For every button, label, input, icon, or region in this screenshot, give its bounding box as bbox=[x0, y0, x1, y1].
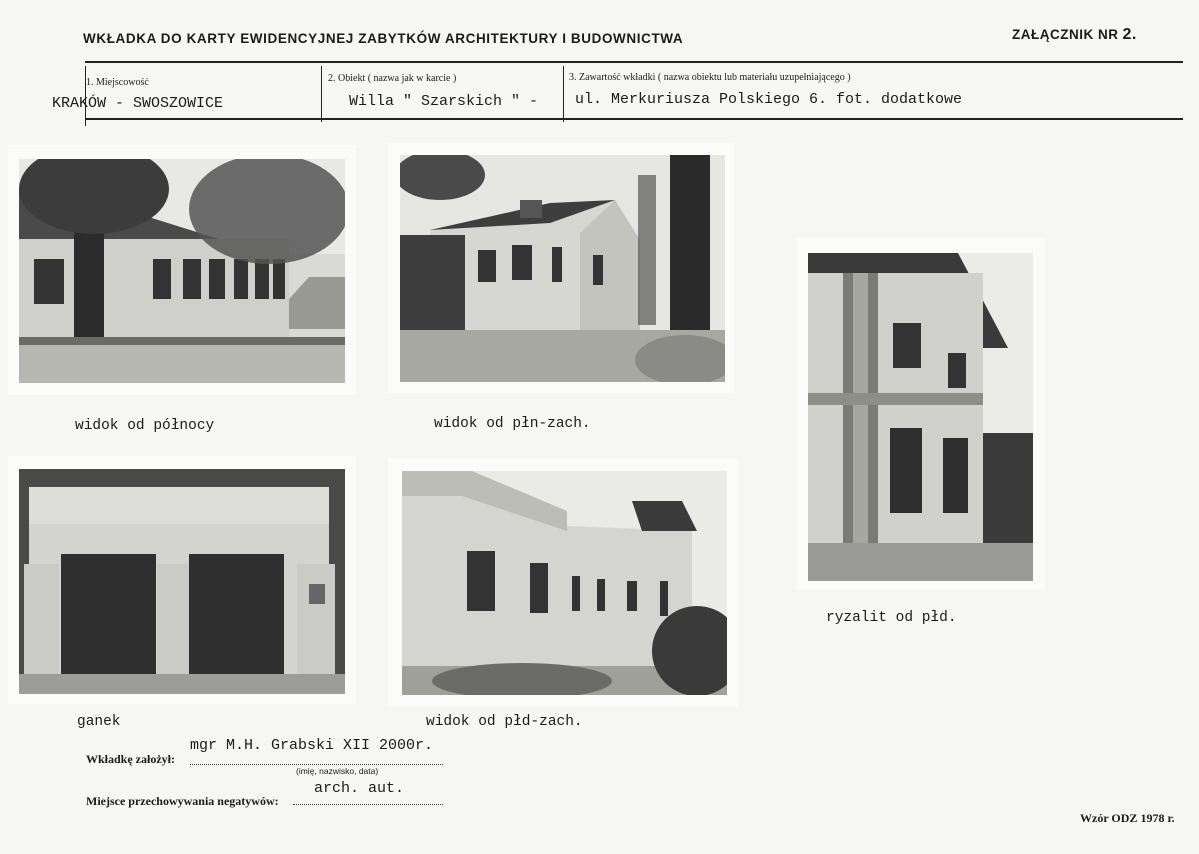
photo-porch-image bbox=[19, 469, 345, 694]
bottom-rule bbox=[85, 118, 1183, 120]
photo-south-image bbox=[808, 253, 1033, 581]
negatives-label: Miejsce przechowywania negatywów: bbox=[86, 794, 279, 808]
caption-southwest-view: widok od płd-zach. bbox=[426, 714, 583, 730]
photo-northwest-image bbox=[400, 155, 725, 382]
annex-label-text: ZAŁĄCZNIK NR bbox=[1012, 27, 1119, 42]
object-label: 2. Obiekt ( nazwa jak w karcie ) bbox=[328, 73, 457, 84]
photo-north-image bbox=[19, 159, 345, 383]
author-value: mgr M.H. Grabski XII 2000r. bbox=[190, 737, 434, 754]
author-dotted-line bbox=[190, 764, 443, 765]
contents-label: 3. Zawartość wkładki ( nazwa obiektu lub materiału uzupełniającego ) bbox=[569, 72, 851, 83]
form-template-label: Wzór ODZ 1978 r. bbox=[1080, 811, 1175, 825]
photo-northwest-view bbox=[400, 155, 725, 382]
top-rule bbox=[85, 61, 1183, 63]
photo-southwest-image bbox=[402, 471, 727, 695]
photo-porch bbox=[19, 469, 345, 694]
annex-label bbox=[1012, 26, 1137, 44]
col-divider-1 bbox=[321, 66, 322, 122]
caption-north-view: widok od północy bbox=[75, 418, 215, 434]
negatives-dotted-line bbox=[293, 804, 443, 805]
form-title: WKŁADKA DO KARTY EWIDENCYJNEJ ZABYTKÓW ARCHITEKTURY I BUDOWNICTWA bbox=[83, 31, 684, 46]
object-value: Willa " Szarskich " - bbox=[349, 93, 539, 110]
locality-label: 1. Miejscowość bbox=[86, 77, 149, 88]
contents-value: ul. Merkuriusza Polskiego 6. fot. dodatkowe bbox=[575, 91, 963, 108]
locality-value: KRAKÓW - SWOSZOWICE bbox=[52, 95, 224, 112]
author-hint: (imię, nazwisko, data) bbox=[296, 766, 379, 776]
col-divider-2 bbox=[563, 66, 564, 122]
caption-south-projection: ryzalit od płd. bbox=[826, 610, 957, 626]
negatives-value: arch. aut. bbox=[314, 780, 405, 797]
caption-porch: ganek bbox=[77, 714, 121, 730]
author-label: Wkładkę założył: bbox=[86, 752, 175, 766]
photo-south-projection bbox=[808, 253, 1033, 581]
photo-southwest-view bbox=[402, 471, 727, 695]
caption-northwest-view: widok od płn-zach. bbox=[434, 416, 591, 432]
annex-number: 2. bbox=[1122, 26, 1137, 43]
photo-north-view bbox=[19, 159, 345, 383]
